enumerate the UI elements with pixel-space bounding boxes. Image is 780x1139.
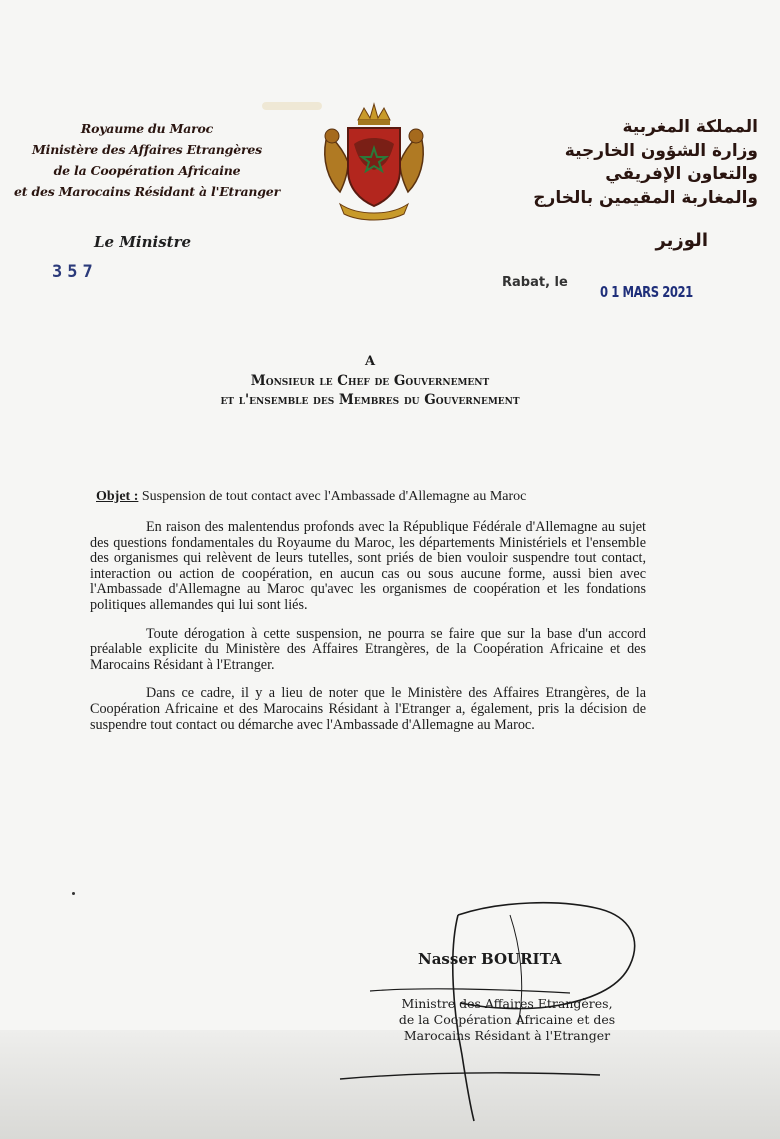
letterhead-ar-line: والتعاون الإفريقي <box>605 164 758 184</box>
letterhead-ar-line: والمغاربة المقيمين بالخارج <box>533 187 758 208</box>
moroccan-coat-of-arms-icon <box>318 100 430 224</box>
letterhead-fr-line: de la Coopération Africaine <box>53 163 241 178</box>
object-text: Suspension de tout contact avec l'Ambassade d'Allemagne au Maroc <box>141 489 527 504</box>
object-line <box>96 489 526 505</box>
letterhead-ar-line: المملكة المغربية <box>622 117 758 137</box>
signatory-title <box>372 996 642 1044</box>
letterhead-fr-line: Ministère des Affaires Etrangères <box>32 142 262 157</box>
signatory-title-line: de la Coopération Africaine et des <box>398 1012 616 1027</box>
addressee-block <box>150 352 590 410</box>
body-paragraph: Dans ce cadre, il y a lieu de noter que le Ministère des Affaires Etrangères, de la Coopération Africaine et des Marocains Résidant à l'Etranger a, également, pris la décision de suspendre tout contact ou démarche avec l'Ambassade d'Allemagne au Maroc. <box>90 685 646 733</box>
reference-number: 357 <box>52 262 98 282</box>
date-stamp: 0 1 MARS 2021 <box>600 283 693 301</box>
minister-label-fr: Le Ministre <box>94 233 192 251</box>
letterhead-french <box>4 118 290 202</box>
addressee-line: et l'ensemble des Membres du Gouvernement <box>220 392 520 408</box>
letterhead-ar-line: وزارة الشؤون الخارجية <box>564 140 758 161</box>
letterhead-fr-line: Royaume du Maroc <box>80 121 214 136</box>
signatory-name: Nasser BOURITA <box>418 950 562 968</box>
letter-body <box>90 520 646 746</box>
body-paragraph: Toute dérogation à cette suspension, ne pourra se faire que sur la base d'un accord préalable explicite du Ministère des Affaires Etrangères, de la Coopération Africaine et des Marocains Résidant à l'Etranger. <box>90 625 646 673</box>
object-label: Objet : <box>96 489 139 504</box>
signatory-title-line: Marocains Résidant à l'Etranger <box>403 1028 611 1043</box>
place-date-label: Rabat, le <box>502 275 568 290</box>
addressee-a: A <box>364 354 376 369</box>
letterhead-arabic <box>458 116 758 210</box>
signatory-title-line: Ministre des Affaires Etrangères, <box>401 996 613 1011</box>
addressee-line: Monsieur le Chef de Gouvernement <box>250 373 490 389</box>
paper-smudge <box>262 102 322 110</box>
paper-speck <box>72 892 75 895</box>
letterhead-fr-line: et des Marocains Résidant à l'Etranger <box>14 184 280 199</box>
body-paragraph: En raison des malentendus profonds avec la République Fédérale d'Allemagne au sujet des questions fondamentales du Royaume du Maroc, les départements Ministériels et l'ensemble des organismes qui relèvent de leurs tutelles, sont priés de bien vouloir suspendre tout contact, interaction ou action de coopération, en aucun cas ou sous aucune forme, aussi bien avec l'Ambassade d'Allemagne au Maroc qu'avec les organismes de coopération et les fondations politiques allemandes qui lui sont liés. <box>90 519 646 613</box>
minister-label-ar: الوزير <box>655 230 708 251</box>
